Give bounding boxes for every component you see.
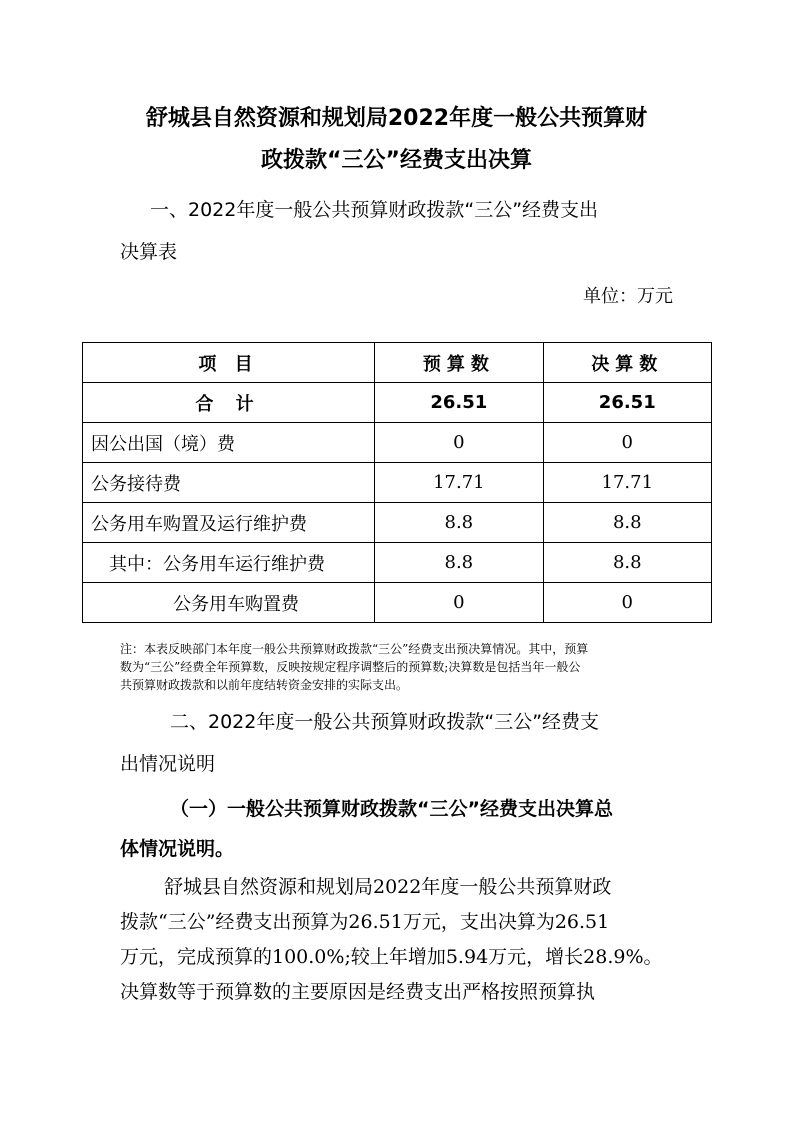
- row-final: 0: [543, 423, 711, 463]
- section1-heading-line2: 决算表: [120, 241, 178, 263]
- section1-heading-line1: 一、2022年度一般公共预算财政拨款“三公”经费支出: [150, 199, 599, 221]
- table-row: [83, 423, 712, 463]
- body-line4: 决算数等于预算数的主要原因是经费支出严格按照预算执: [120, 981, 596, 1003]
- note-line3: 共预算财政拨款和以前年度结转资金安排的实际支出。: [120, 678, 409, 692]
- table-row: [83, 583, 712, 623]
- row-budget: 0: [375, 423, 543, 463]
- note-line1: 注：本表反映部门本年度一般公共预算财政拨款“三公”经费支出预决算情况。其中，预算: [120, 642, 589, 656]
- body-line1: 舒城县自然资源和规划局2022年度一般公共预算财政: [164, 876, 612, 898]
- body-line2: 拨款“三公”经费支出预算为26.51万元，支出决算为26.51: [120, 911, 610, 933]
- row-item: 因公出国（境）费: [83, 423, 375, 463]
- subsection1-heading-line1: （一）一般公共预算财政拨款“三公”经费支出决算总: [170, 798, 613, 820]
- budget-table: [82, 342, 712, 623]
- table-row: [83, 503, 712, 543]
- row-item: 其中：公务用车运行维护费: [83, 543, 375, 583]
- row-total-item: 合 计: [83, 383, 375, 423]
- row-total-budget: 26.51: [375, 383, 543, 423]
- row-total-final: 26.51: [543, 383, 711, 423]
- table-note: [120, 640, 680, 694]
- body-paragraph: [120, 870, 690, 1010]
- row-budget: 8.8: [375, 543, 543, 583]
- header-budget: 预算数: [375, 343, 543, 383]
- row-final: 0: [543, 583, 711, 623]
- document-title-line1: 舒城县自然资源和规划局2022年度一般公共预算财: [145, 106, 648, 131]
- section2-heading-line1: 二、2022年度一般公共预算财政拨款“三公”经费支: [170, 711, 600, 733]
- header-final: 决算数: [543, 343, 711, 383]
- row-budget: 8.8: [375, 503, 543, 543]
- section2-heading-line2: 出情况说明: [120, 753, 216, 775]
- table-row: [83, 543, 712, 583]
- row-budget: 17.71: [375, 463, 543, 503]
- table-header-row: [83, 343, 712, 383]
- body-line3: 万元，完成预算的100.0%;较上年增加5.94万元，增长28.9%。: [120, 946, 663, 968]
- subsection1-heading-line2: 体情况说明。: [120, 838, 235, 860]
- row-item: 公务用车购置费: [83, 583, 375, 623]
- table-row: [83, 463, 712, 503]
- unit-label: 单位：万元: [583, 286, 673, 307]
- row-budget: 0: [375, 583, 543, 623]
- row-item: 公务用车购置及运行维护费: [83, 503, 375, 543]
- note-line2: 数为“三公”经费全年预算数，反映按规定程序调整后的预算数;决算数是包括当年一般公: [120, 660, 581, 674]
- header-item: 项 目: [83, 343, 375, 383]
- row-item: 公务接待费: [83, 463, 375, 503]
- row-final: 8.8: [543, 543, 711, 583]
- row-final: 17.71: [543, 463, 711, 503]
- document-title-line2: 政拨款“三公”经费支出决算: [261, 148, 532, 173]
- table-row-total: [83, 383, 712, 423]
- row-final: 8.8: [543, 503, 711, 543]
